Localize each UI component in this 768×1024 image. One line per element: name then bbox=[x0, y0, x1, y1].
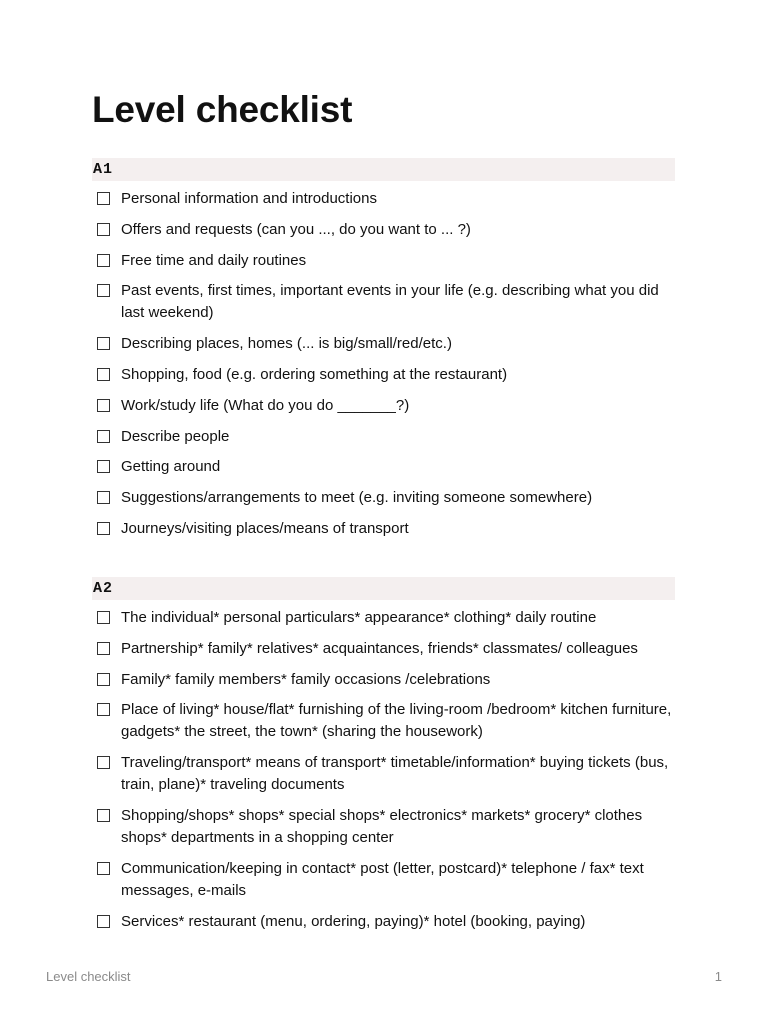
checklist-item bbox=[92, 638, 675, 660]
checkbox[interactable] bbox=[97, 284, 110, 297]
checklist-item-label: Shopping/shops* shops* special shops* electronics* markets* grocery* clothes shops* departments in a shopping center bbox=[121, 806, 643, 846]
checklist bbox=[92, 188, 675, 540]
checkbox[interactable] bbox=[97, 915, 110, 928]
section-heading: A2 bbox=[92, 577, 675, 600]
checkbox[interactable] bbox=[97, 491, 110, 504]
checkbox[interactable] bbox=[97, 756, 110, 769]
checklist bbox=[92, 607, 675, 933]
checklist-item-label: Suggestions/arrangements to meet (e.g. inviting someone somewhere) bbox=[121, 489, 593, 507]
checkbox[interactable] bbox=[97, 223, 110, 236]
checklist-item-label: Describe people bbox=[121, 427, 230, 445]
checklist-item-label: Partnership* family* relatives* acquaintances, friends* classmates/ colleagues bbox=[121, 639, 638, 657]
checklist-item bbox=[92, 395, 675, 417]
checklist-item bbox=[92, 280, 675, 324]
checklist-item bbox=[92, 699, 675, 743]
footer-page-number: 1 bbox=[714, 969, 722, 984]
checklist-item bbox=[92, 752, 675, 796]
checkbox[interactable] bbox=[97, 254, 110, 267]
checklist-item bbox=[92, 805, 675, 849]
checkbox[interactable] bbox=[97, 862, 110, 875]
checklist-item-label: Communication/keeping in contact* post (letter, postcard)* telephone / fax* text messages, e-mails bbox=[121, 859, 644, 899]
checklist-item bbox=[92, 858, 675, 902]
checkbox[interactable] bbox=[97, 337, 110, 350]
checkbox[interactable] bbox=[97, 809, 110, 822]
checklist-item-label: Past events, first times, important events in your life (e.g. describing what you did last weekend) bbox=[121, 282, 659, 322]
checklist-item-label: The individual* personal particulars* appearance* clothing* daily routine bbox=[121, 609, 597, 626]
footer-document-title: Level checklist bbox=[46, 969, 131, 984]
section-heading: A1 bbox=[92, 158, 675, 181]
checklist-item-label: Place of living* house/flat* furnishing of the living-room /bedroom* kitchen furniture, gadgets* the street, the town* (sharing the housework) bbox=[121, 701, 672, 741]
checklist-item-label: Shopping, food (e.g. ordering something at the restaurant) bbox=[121, 365, 508, 383]
checklist-item bbox=[92, 250, 675, 272]
checklist-item bbox=[92, 364, 675, 386]
checklist-item-label: Getting around bbox=[121, 458, 221, 476]
checklist-item-label: Free time and daily routines bbox=[121, 251, 307, 269]
page-title: Level checklist bbox=[92, 89, 353, 130]
checkbox[interactable] bbox=[97, 430, 110, 443]
checkbox[interactable] bbox=[97, 192, 110, 205]
checkbox[interactable] bbox=[97, 399, 110, 412]
checklist-item-label: Personal information and introductions bbox=[121, 190, 377, 207]
checklist-item bbox=[92, 669, 675, 691]
checklist-item bbox=[92, 607, 675, 629]
checklist-item-label: Describing places, homes (... is big/small/red/etc.) bbox=[121, 335, 452, 353]
checkbox[interactable] bbox=[97, 460, 110, 473]
checklist-item bbox=[92, 911, 675, 933]
checklist-item-label: Offers and requests (can you ..., do you want to ... ?) bbox=[121, 220, 471, 238]
checklist-item-label: Traveling/transport* means of transport* timetable/information* buying tickets (bus, train, plane)* traveling documents bbox=[121, 754, 669, 794]
checklist-item-label: Work/study life (What do you do _______?) bbox=[121, 396, 410, 414]
checkbox[interactable] bbox=[97, 368, 110, 381]
checklist-item bbox=[92, 219, 675, 241]
checklist-item bbox=[92, 188, 675, 210]
section-a1 bbox=[92, 158, 675, 549]
checklist-item-label: Family* family members* family occasions /celebrations bbox=[121, 670, 491, 688]
checklist-item-label: Journeys/visiting places/means of transport bbox=[121, 519, 409, 537]
checkbox[interactable] bbox=[97, 642, 110, 655]
checklist-item bbox=[92, 333, 675, 355]
checkbox[interactable] bbox=[97, 611, 110, 624]
section-a2 bbox=[92, 577, 675, 941]
checklist-item bbox=[92, 487, 675, 509]
checklist-item bbox=[92, 426, 675, 448]
checklist-item bbox=[92, 456, 675, 478]
checkbox[interactable] bbox=[97, 703, 110, 716]
checklist-item bbox=[92, 518, 675, 540]
checklist-item-label: Services* restaurant (menu, ordering, paying)* hotel (booking, paying) bbox=[121, 912, 586, 930]
checkbox[interactable] bbox=[97, 522, 110, 535]
checkbox[interactable] bbox=[97, 673, 110, 686]
